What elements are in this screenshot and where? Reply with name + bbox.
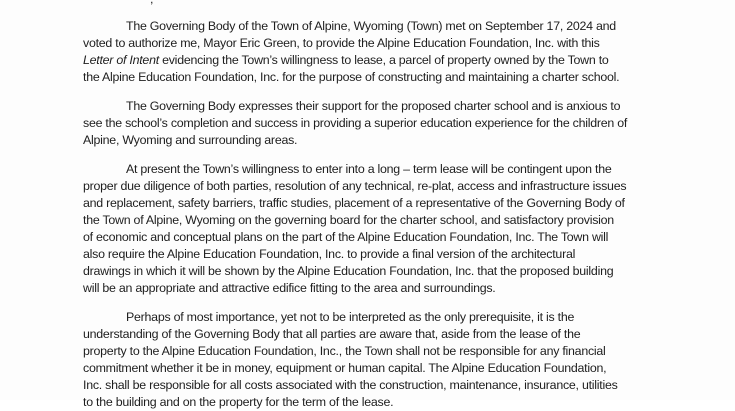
paragraph-3-line: and replacement, safety barriers, traffic studies, placement of a representative of the Governing Body of bbox=[83, 196, 625, 210]
paragraph-2-line: The Governing Body expresses their support for the proposed charter school and is anxious to bbox=[126, 99, 621, 113]
paragraph-3-line: will be an appropriate and attractive edifice fitting to the area and surroundings. bbox=[83, 281, 496, 295]
paragraph-3-line: of economic and conceptual plans on the part of the Alpine Education Foundation, Inc. The Town will bbox=[83, 230, 609, 244]
paragraph-4-line: Inc. shall be responsible for all costs associated with the construction, maintenance, insurance, utilities bbox=[83, 378, 618, 392]
paragraph-3-line: At present the Town’s willingness to enter into a long – term lease will be contingent upon the bbox=[126, 162, 612, 176]
paragraph-3-line: also require the Alpine Education Foundation, Inc. to provide a final version of the architectural bbox=[83, 247, 576, 261]
line-text: evidencing the Town’s willingness to lease, a parcel of property owned by the Town to bbox=[158, 53, 609, 67]
paragraph-2-line: Alpine, Wyoming and surrounding areas. bbox=[83, 133, 298, 147]
paragraph-1-line bbox=[83, 52, 609, 69]
paragraph-2-line: see the school’s completion and success in providing a superior education experience for the children of bbox=[83, 116, 628, 130]
cut-off-text-fragment bbox=[150, 0, 153, 8]
paragraph-1-line: voted to authorize me, Mayor Eric Green, to provide the Alpine Education Foundation, Inc. with this bbox=[83, 36, 600, 50]
paragraph-1-line: The Governing Body of the Town of Alpine, Wyoming (Town) met on September 17, 2024 and bbox=[126, 19, 616, 33]
paragraph-3-line: the Town of Alpine, Wyoming on the governing board for the charter school, and satisfactory provision bbox=[83, 213, 614, 227]
paragraph-4-line: property to the Alpine Education Foundation, Inc., the Town shall not be responsible for any financial bbox=[83, 344, 606, 358]
paragraph-4-line: Perhaps of most importance, yet not to be interpreted as the only prerequisite, it is the bbox=[126, 310, 575, 324]
paragraph-4-line: to the building and on the property for the term of the lease. bbox=[83, 395, 394, 409]
paragraph-3-line: drawings in which it will be shown by the Alpine Education Foundation, Inc. that the proposed building bbox=[83, 264, 614, 278]
paragraph-4-line: understanding of the Governing Body that all parties are aware that, aside from the lease of the bbox=[83, 327, 581, 341]
paragraph-4-line: commitment whether it be in money, equipment or human capital. The Alpine Education Foundation, bbox=[83, 361, 607, 375]
paragraph-3-line: proper due diligence of both parties, resolution of any technical, re-plat, access and infrastructure issues bbox=[83, 179, 627, 193]
italic-document-title: Letter of Intent bbox=[83, 53, 159, 67]
paragraph-1-line: the Alpine Education Foundation, Inc. for the purpose of constructing and maintaining a charter school. bbox=[83, 70, 620, 84]
